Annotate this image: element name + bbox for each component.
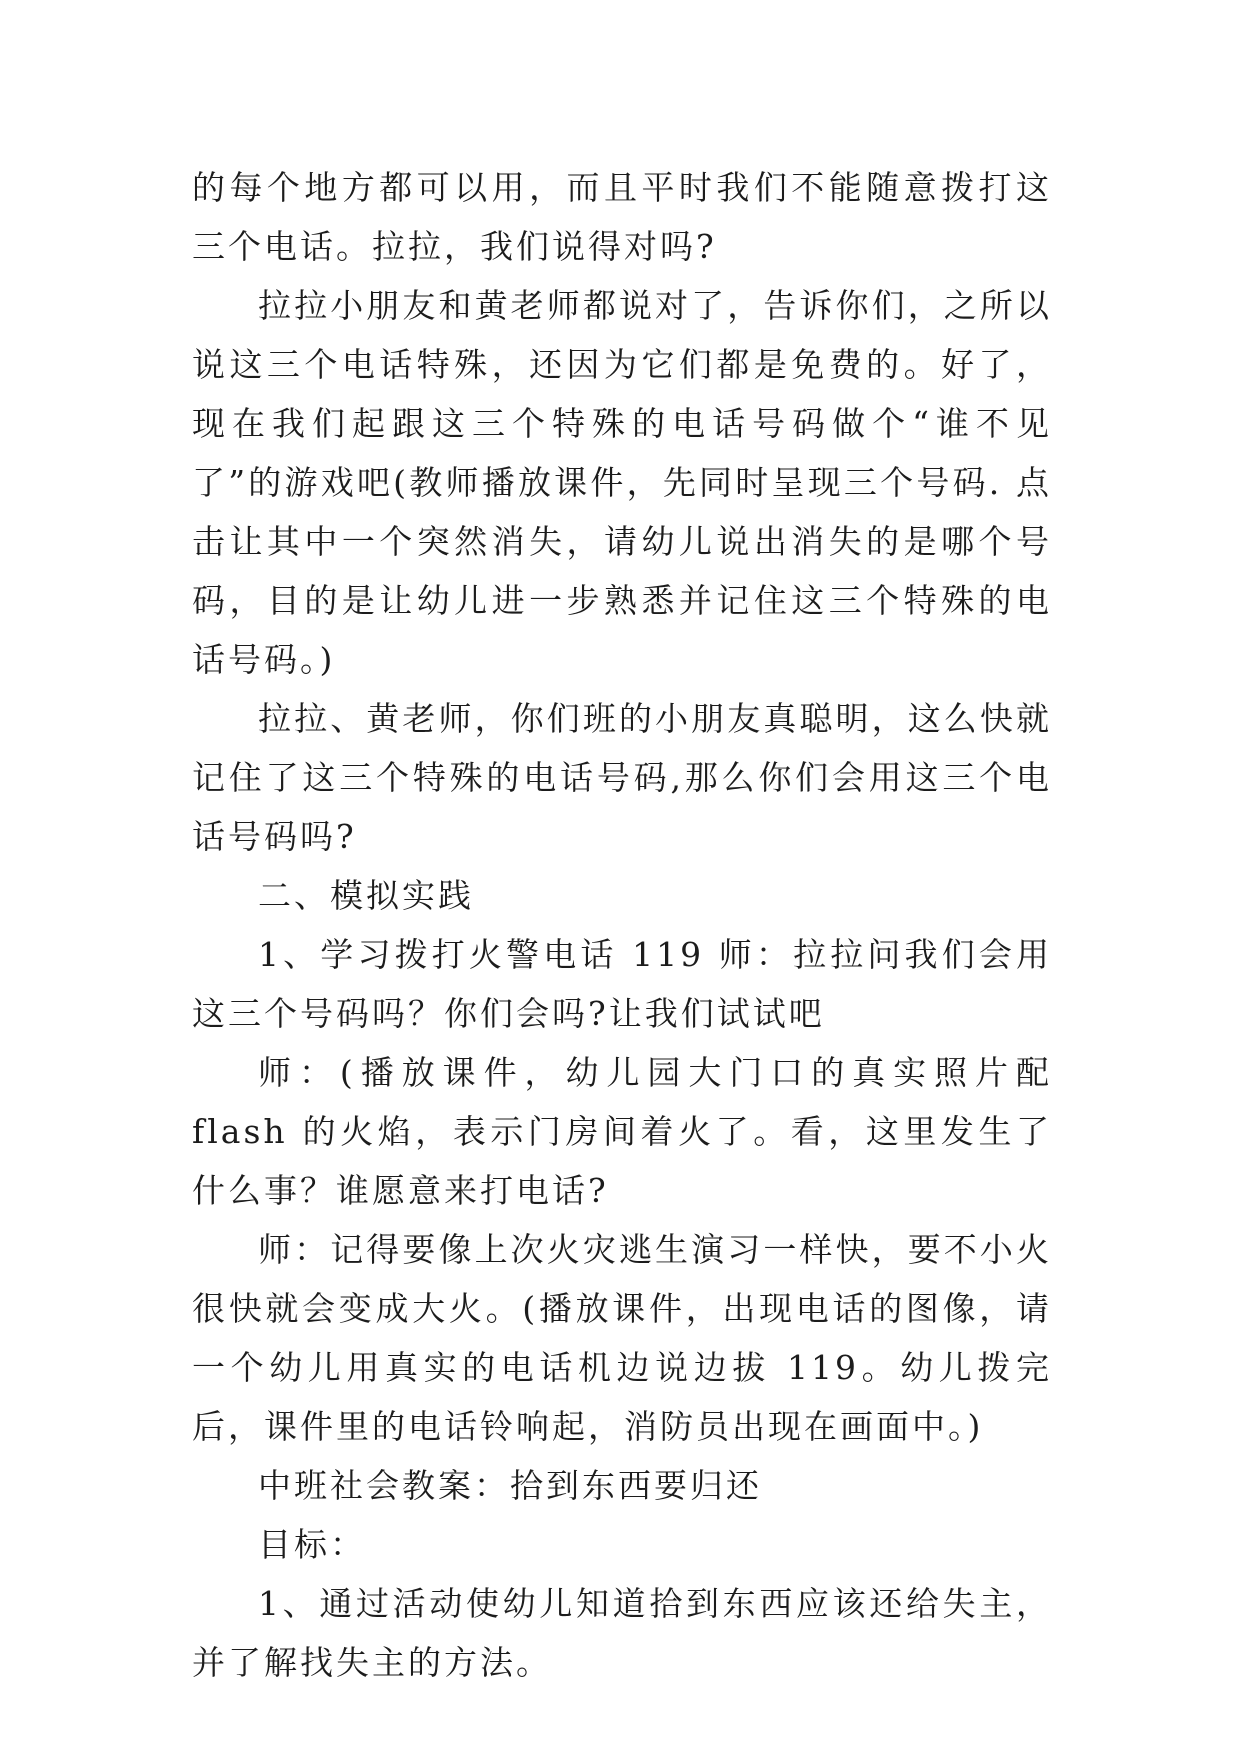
goals-heading: 目标： bbox=[258, 1525, 366, 1564]
paragraph: 1、学习拨打火警电话 119 师：拉拉问我们会用这三个号码吗？你们会吗?让我们试试吧 bbox=[192, 935, 1052, 1033]
paragraph: 1、通过活动使幼儿知道拾到东西应该还给失主， 并了解找失主的方法。 bbox=[192, 1584, 1052, 1682]
paragraph: 拉拉小朋友和黄老师都说对了，告诉你们，之所以说这三个电话特殊，还因为它们都是免费的。好了，现在我们起跟这三个特殊的电话号码做个“谁不见了”的游戏吧(教师播放课件，先同时呈现三个号码. 点击让其中一个突然消失，请幼儿说出消失的是哪个号码，目的是让幼儿进一步熟悉并记住这三个特殊的电话号码。) bbox=[192, 286, 1052, 679]
paragraph: 拉拉、黄老师，你们班的小朋友真聪明，这么快就记住了这三个特殊的电话号码,那么你们会用这三个电话号码吗? bbox=[192, 699, 1052, 856]
document-body bbox=[192, 158, 1052, 1692]
section-heading: 二、模拟实践 bbox=[258, 876, 474, 915]
paragraph: 师：(播放课件，幼儿园大门口的真实照片配 flash 的火焰，表示门房间着火了。看，这里发生了什么事？谁愿意来打电话? bbox=[192, 1053, 1052, 1210]
paragraph: 的每个地方都可以用，而且平时我们不能随意拨打这三个电话。拉拉，我们说得对吗? bbox=[192, 168, 1052, 266]
paragraph: 师：记得要像上次火灾逃生演习一样快，要不小火很快就会变成大火。(播放课件，出现电话的图像，请一个幼儿用真实的电话机边说边拔 119。幼儿拨完后，课件里的电话铃响起，消防员出现在画面中。) bbox=[192, 1230, 1052, 1446]
lesson-title: 中班社会教案：拾到东西要归还 bbox=[258, 1466, 762, 1505]
